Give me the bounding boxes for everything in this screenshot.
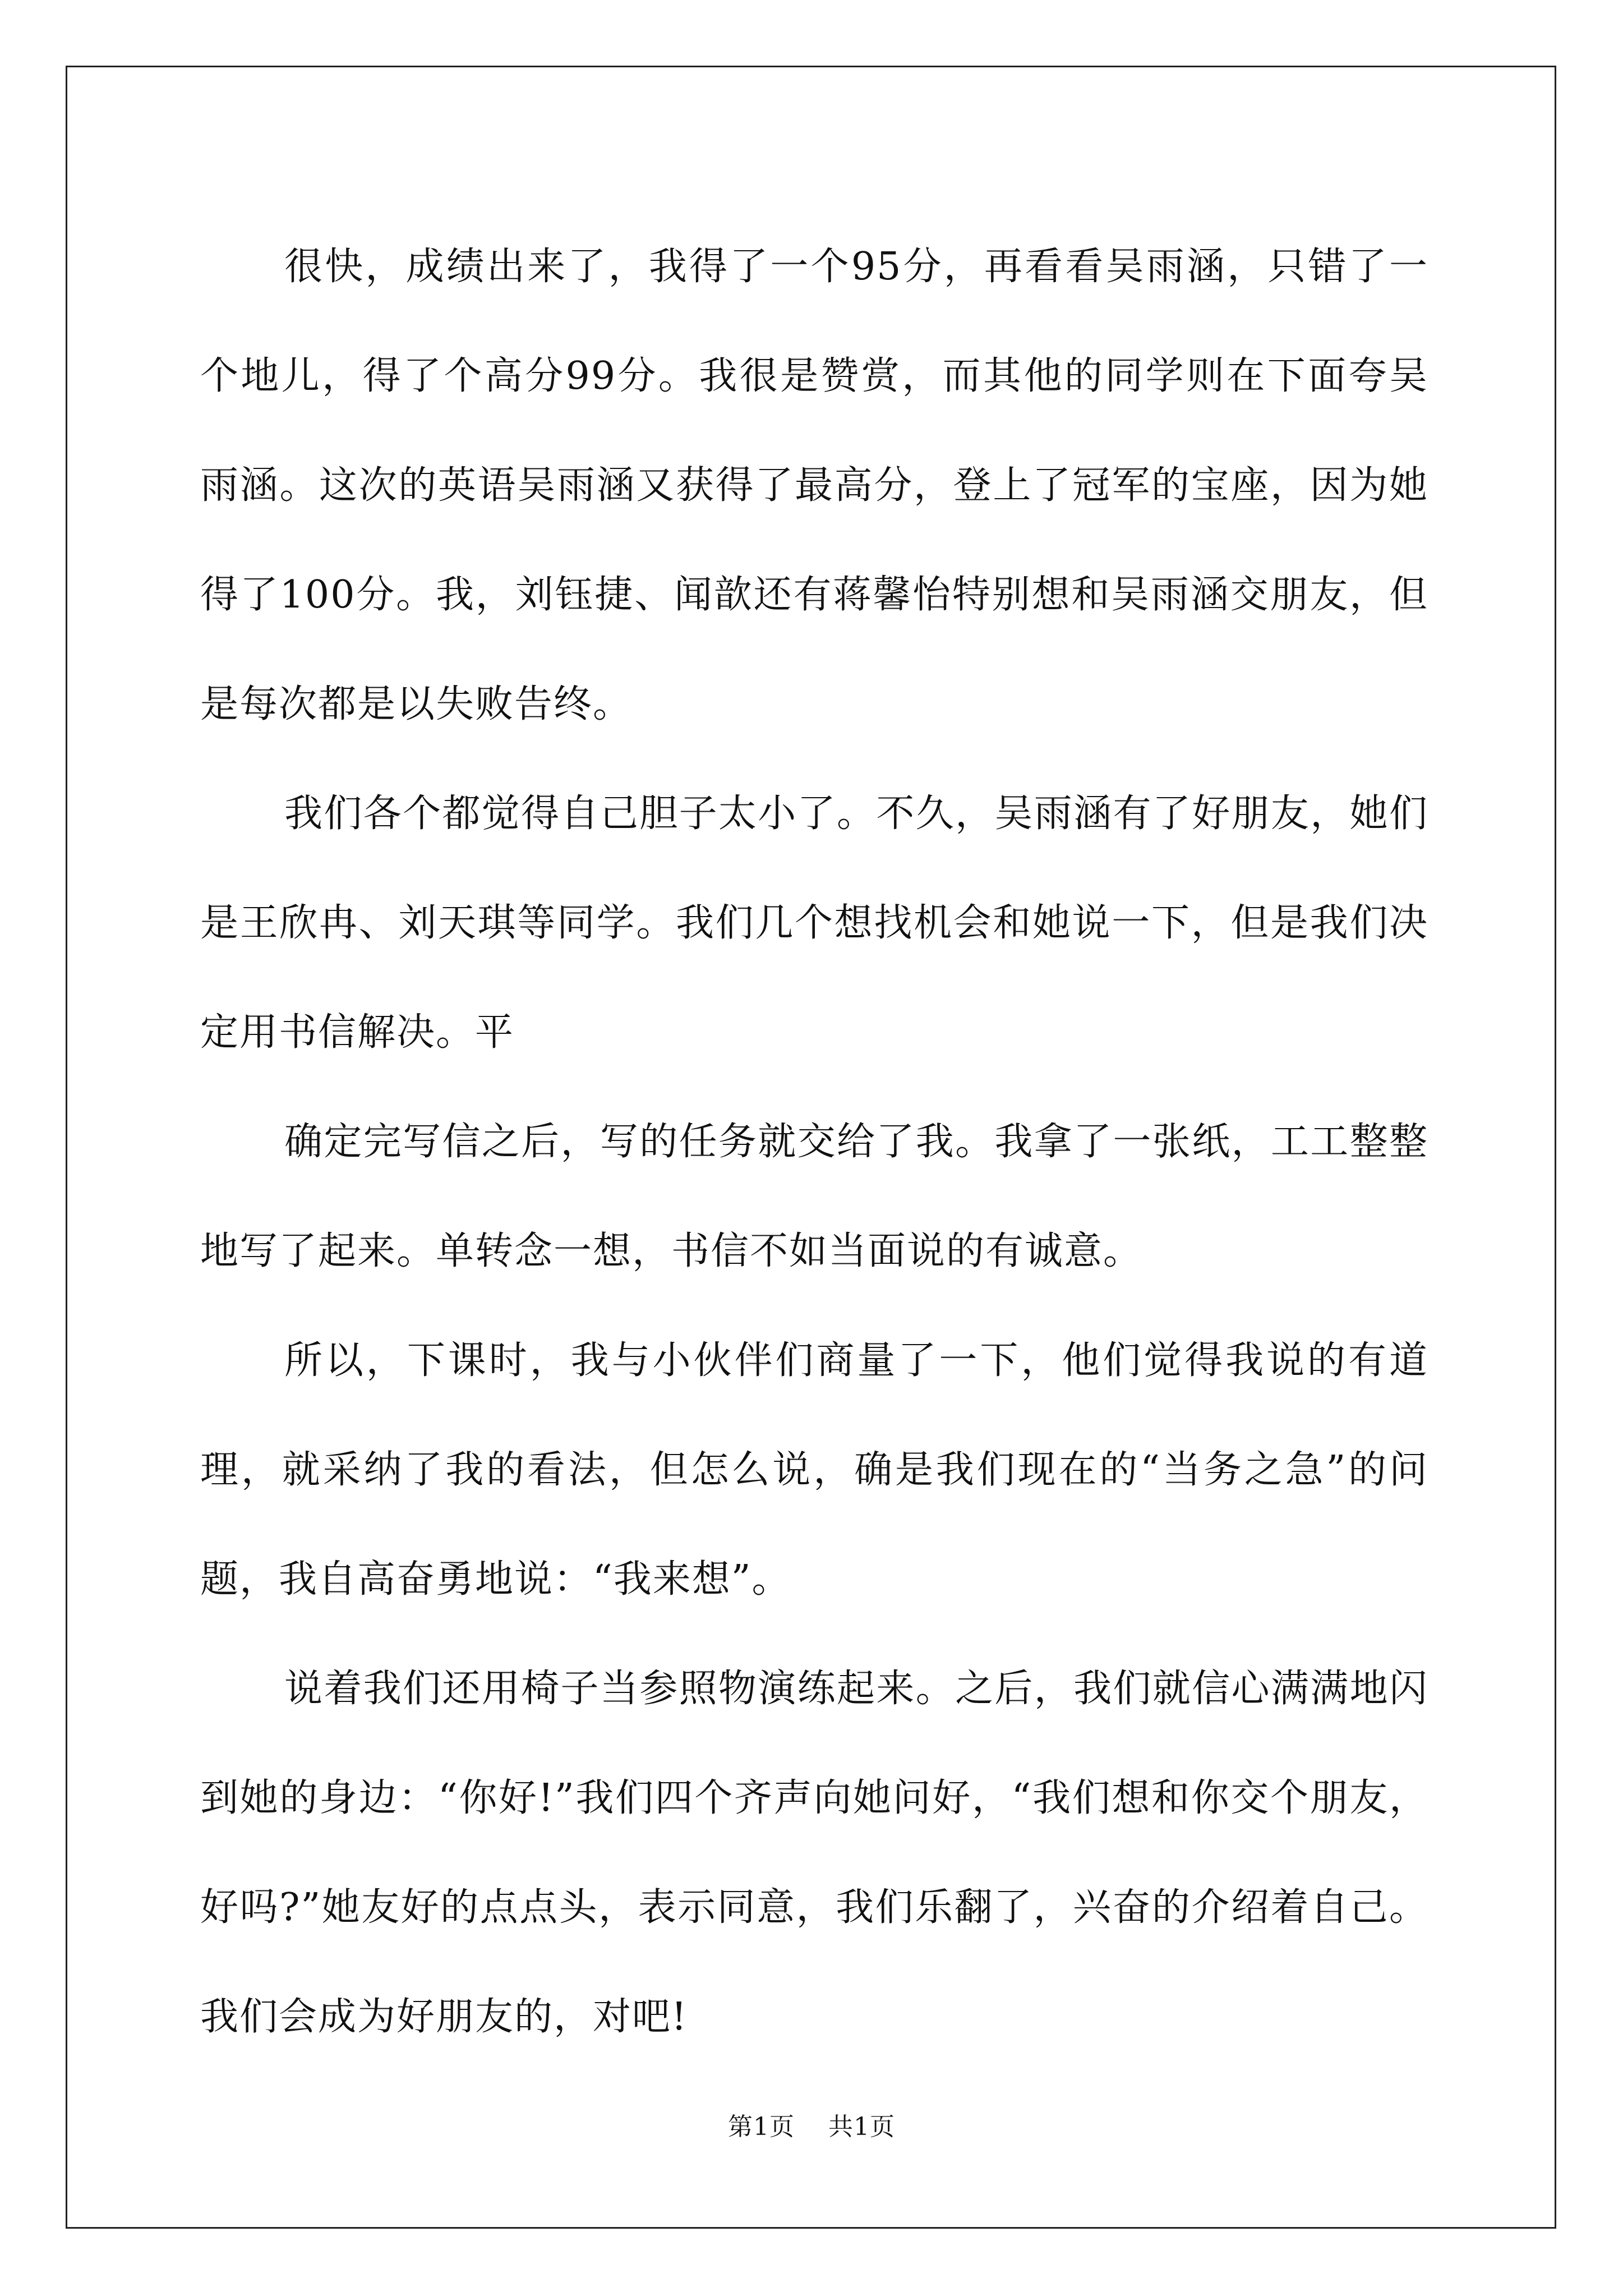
page-number: 第1页 — [728, 2113, 795, 2141]
paragraph-2: 我们各个都觉得自己胆子太小了。不久，吴雨涵有了好朋友，她们是王欣冉、刘天琪等同学。我们几个想找机会和她说一下，但是我们决定用书信解决。平 — [200, 792, 1428, 1055]
page-total: 共1页 — [828, 2113, 895, 2141]
document-body — [200, 212, 1428, 2072]
page-footer — [0, 2106, 1623, 2142]
paragraph-5: 说着我们还用椅子当参照物演练起来。之后，我们就信心满满地闪到她的身边：“你好!”我们四个齐声向她问好，“我们想和你交个朋友，好吗?”她友好的点点头，表示同意，我们乐翻了，兴奋的介绍着自己。我们会成为好朋友的，对吧! — [200, 1667, 1428, 2039]
paragraph-1: 很快，成绩出来了，我得了一个95分，再看看吴雨涵，只错了一个地儿，得了个高分99分。我很是赞赏，而其他的同学则在下面夸吴雨涵。这次的英语吴雨涵又获得了最高分，登上了冠军的宝座，因为她得了100分。我，刘钰捷、闻歆还有蒋馨怡特别想和吴雨涵交朋友，但是每次都是以失败告终。 — [200, 245, 1428, 726]
paragraph-4: 所以，下课时，我与小伙伴们商量了一下，他们觉得我说的有道理，就采纳了我的看法，但怎么说，确是我们现在的“当务之急”的问题，我自高奋勇地说：“我来想”。 — [200, 1338, 1428, 1602]
paragraph-3: 确定完写信之后，写的任务就交给了我。我拿了一张纸，工工整整地写了起来。单转念一想，书信不如当面说的有诚意。 — [200, 1120, 1428, 1273]
